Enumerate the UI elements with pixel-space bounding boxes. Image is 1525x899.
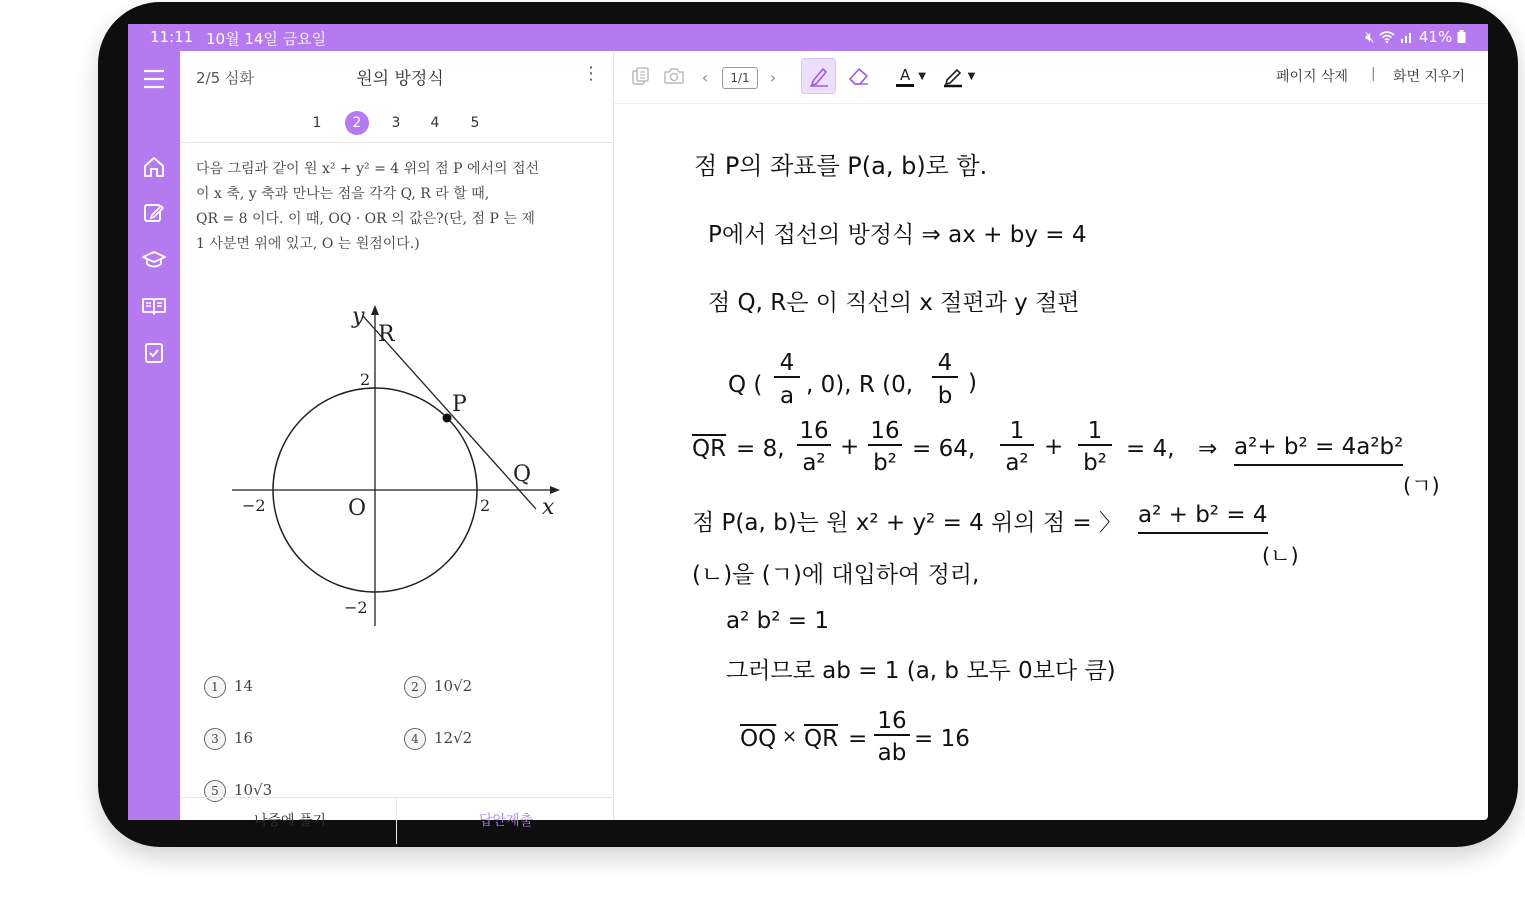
checklist-icon[interactable]: [140, 339, 168, 367]
note-qr-bar: $\overline{QR}$: [804, 726, 839, 752]
panel-footer: [180, 797, 613, 844]
sidebar: [128, 51, 180, 820]
note-a2b2: a² b² = 1: [726, 608, 829, 634]
note-times: ×: [782, 726, 798, 747]
note-equals: =: [848, 726, 868, 752]
fraction-denominator: a²: [802, 450, 826, 476]
eraser-icon[interactable]: [846, 64, 872, 88]
note-tag-1: (ㄱ): [1403, 474, 1440, 498]
question-progress: 2/5 심화: [196, 69, 254, 87]
note-plus: +: [840, 434, 860, 460]
page-indicator: 1/1: [722, 67, 758, 89]
choice-text: 12√2: [434, 729, 473, 747]
fraction-numerator: 1: [1000, 418, 1034, 446]
choice-text: 10√3: [234, 781, 273, 799]
question-tab-1[interactable]: 1: [312, 115, 322, 131]
pen-color-button[interactable]: [939, 61, 979, 91]
choice-text: 14: [234, 677, 254, 695]
question-tab-3[interactable]: 3: [391, 115, 401, 131]
camera-icon[interactable]: [662, 65, 686, 87]
point-p: [443, 414, 452, 423]
note-qr-bar: $\overline{QR}$: [692, 436, 727, 462]
note-arrow: ⇒: [1198, 436, 1218, 462]
wifi-icon: [1379, 31, 1395, 43]
copy-icon[interactable]: [630, 65, 652, 87]
fraction-numerator: 16: [797, 418, 831, 446]
note-result-2: a² + b² = 4: [1138, 502, 1268, 534]
battery-level: 41%: [1418, 28, 1453, 46]
battery-icon: [1457, 30, 1466, 43]
menu-icon[interactable]: [140, 65, 168, 93]
note-circle-line: 점 P(a, b)는 원 x² + y² = 4 위의 점 = 〉: [692, 510, 1122, 536]
note-toolbar: [614, 51, 1488, 104]
note-tag-2: (ㄴ): [1262, 544, 1299, 568]
chevron-down-icon: ▼: [918, 70, 926, 82]
note-plus: +: [1044, 434, 1064, 460]
book-icon[interactable]: [140, 292, 168, 320]
text-color-button[interactable]: [893, 61, 929, 91]
fraction-denominator: b²: [873, 450, 897, 476]
text-color-label: A: [896, 66, 914, 87]
question-tab-2[interactable]: 2: [345, 111, 369, 135]
y-axis-arrow: [371, 305, 379, 315]
answer-choices: [204, 646, 604, 799]
note-substitute: (ㄴ)을 (ㄱ)에 대입하여 정리,: [692, 562, 980, 588]
note-eq8: = 8,: [736, 436, 785, 462]
submit-answer-button[interactable]: 답안제출: [479, 813, 534, 829]
panel-title: 원의 방정식: [356, 69, 444, 89]
choice-mark: 5: [204, 780, 226, 802]
note-close-paren: ): [968, 370, 977, 396]
tablet-screen: [128, 24, 1488, 829]
signal-icon: [1400, 31, 1414, 43]
choice-3[interactable]: [204, 728, 253, 750]
mute-icon: 🔇︎: [1365, 28, 1375, 46]
divider: [180, 142, 613, 143]
question-line: QR = 8 이다. 이 때, OQ · OR 의 값은?(단, 점 P 는 제: [196, 211, 535, 227]
note-therefore: 그러므로 ab = 1 (a, b 모두 0보다 큼): [726, 658, 1116, 684]
note-line-3: 점 Q, R은 이 직선의 x 절편과 y 절편: [708, 290, 1080, 316]
choice-mark: 1: [204, 676, 226, 698]
note-eq4: = 4,: [1126, 436, 1175, 462]
handwriting-canvas[interactable]: [614, 104, 1488, 820]
next-page-icon[interactable]: ›: [769, 67, 777, 87]
choice-text: 16: [234, 729, 254, 747]
figure-label-r: R: [378, 322, 395, 347]
note-line-1: 점 P의 좌표를 P(a, b)로 함.: [694, 152, 988, 180]
choice-4[interactable]: [404, 728, 472, 750]
fraction-denominator: ab: [877, 740, 907, 766]
home-icon[interactable]: [140, 153, 168, 181]
choice-2[interactable]: [404, 676, 472, 698]
note-result-1: a²+ b² = 4a²b²: [1234, 434, 1403, 466]
question-line: 이 x 축, y 축과 만나는 점을 각각 Q, R 라 할 때,: [196, 186, 490, 202]
fraction-numerator: 4: [932, 350, 958, 378]
figure-label-o: O: [348, 496, 367, 521]
delete-page-button[interactable]: 페이지 삭제: [1276, 69, 1349, 85]
question-tab-5[interactable]: 5: [470, 115, 480, 131]
figure-label-x: x: [542, 495, 555, 520]
note-final: = 16: [914, 726, 970, 752]
choice-1[interactable]: [204, 676, 253, 698]
chevron-down-icon: ▼: [967, 70, 976, 82]
question-line: 1 사분면 위에 있고, O 는 원점이다.): [196, 236, 420, 252]
figure-label-x-left: −2: [242, 496, 266, 515]
figure-label-q: Q: [513, 462, 532, 487]
fraction-denominator: b²: [1083, 450, 1107, 476]
edit-icon[interactable]: [140, 199, 168, 227]
status-time: 11:11: [150, 28, 194, 46]
note-eq64: = 64,: [912, 436, 976, 462]
fraction-denominator: a²: [1005, 450, 1029, 476]
x-axis-arrow: [550, 486, 560, 494]
note-oq: $\overline{OQ}$: [740, 726, 777, 752]
choice-mark: 2: [404, 676, 426, 698]
note-q-label: Q (: [728, 372, 763, 398]
status-icons: [1365, 28, 1466, 46]
circle-figure: [228, 301, 568, 636]
pencil-icon: [943, 65, 965, 87]
fraction-numerator: 1: [1078, 418, 1112, 446]
clear-screen-button[interactable]: 화면 지우기: [1393, 69, 1466, 85]
choice-text: 10√2: [434, 677, 473, 695]
prev-page-icon[interactable]: ‹: [701, 67, 709, 87]
figure-label-y: y: [352, 304, 365, 329]
fraction-numerator: 16: [874, 708, 910, 736]
graduation-cap-icon[interactable]: [140, 246, 168, 274]
more-options-icon[interactable]: ⋮: [582, 63, 600, 84]
figure-label-x-right: 2: [480, 496, 491, 515]
question-line: 다음 그림과 같이 원 x² + y² = 4 위의 점 P 에서의 접선: [196, 161, 540, 177]
question-text: [196, 157, 596, 257]
choice-mark: 4: [404, 728, 426, 750]
note-r-label: , 0), R (0,: [806, 372, 914, 398]
fraction-denominator: b: [937, 383, 953, 409]
status-bar: [128, 24, 1488, 51]
fraction-numerator: 4: [774, 350, 800, 378]
toolbar-separator: |: [1371, 66, 1376, 82]
question-panel: [180, 51, 614, 829]
choice-mark: 3: [204, 728, 226, 750]
footer-divider: [396, 798, 397, 844]
figure-label-y-bottom: −2: [344, 598, 368, 617]
note-line-2: P에서 접선의 방정식 ⇒ ax + by = 4: [708, 222, 1087, 248]
solve-later-button[interactable]: 나중에 풀기: [254, 813, 327, 829]
question-tab-4[interactable]: 4: [430, 115, 440, 131]
status-date: 10월 14일 금요일: [206, 30, 327, 48]
fraction-denominator: a: [779, 383, 795, 409]
figure-label-y-top: 2: [360, 370, 371, 389]
figure-label-p: P: [452, 392, 467, 417]
pen-tool-icon[interactable]: [801, 58, 836, 94]
fraction-numerator: 16: [868, 418, 902, 446]
